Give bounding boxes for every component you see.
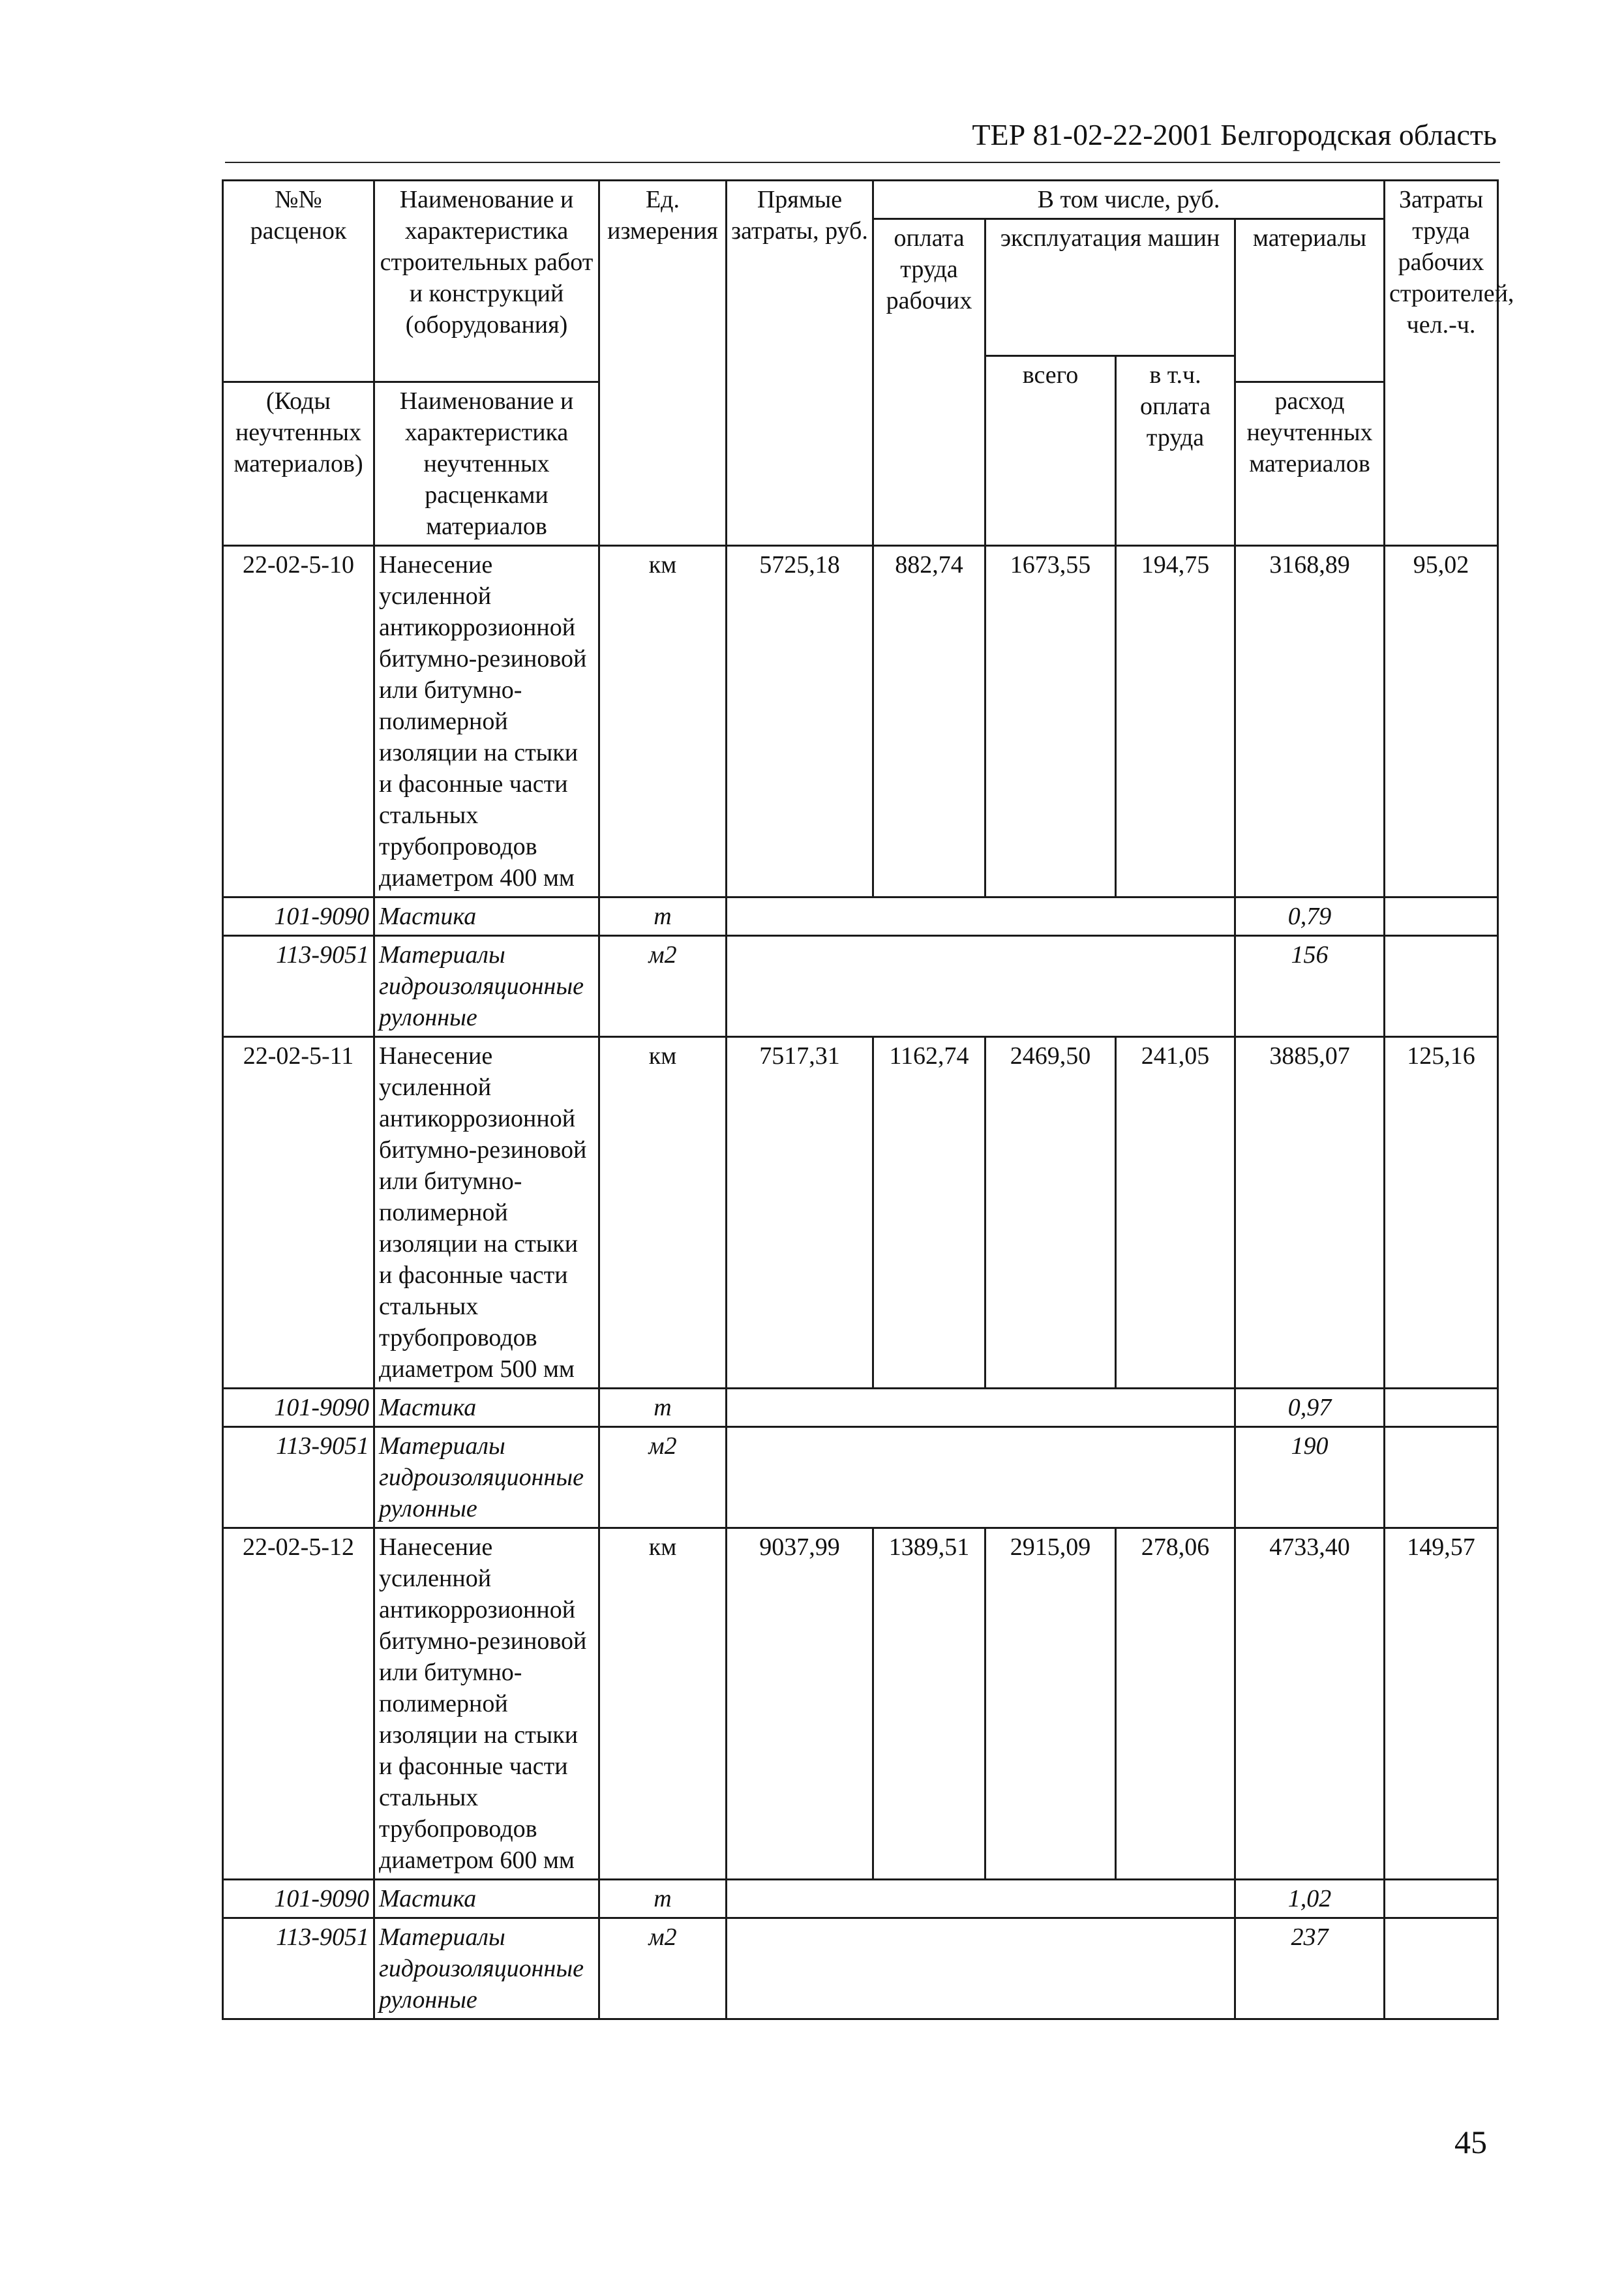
rate-labor-costs: 149,57 <box>1385 1528 1498 1880</box>
material-code: 113-9051 <box>223 1427 374 1528</box>
material-code: 101-9090 <box>223 1389 374 1427</box>
material-row <box>223 1389 1498 1427</box>
material-name: Материалы гидроизоляционные рулонные <box>374 1918 599 2019</box>
page-number: 45 <box>1454 2124 1487 2160</box>
header-materials: материалы <box>1235 219 1385 382</box>
material-blank <box>1385 1880 1498 1918</box>
material-unit: м2 <box>599 1918 727 2019</box>
rate-labor-pay: 1389,51 <box>873 1528 985 1880</box>
material-row <box>223 1880 1498 1918</box>
rate-direct-costs: 7517,31 <box>727 1037 873 1389</box>
material-blank <box>727 897 1235 936</box>
material-qty: 0,79 <box>1235 897 1385 936</box>
rate-machines-pay: 194,75 <box>1116 546 1235 897</box>
material-blank <box>727 1389 1235 1427</box>
material-unit: м2 <box>599 1427 727 1528</box>
header-material-codes: (Коды неучтенных материалов) <box>223 382 374 546</box>
material-qty: 237 <box>1235 1918 1385 2019</box>
material-name: Материалы гидроизоляционные рулонные <box>374 936 599 1037</box>
header-rule <box>225 162 1500 163</box>
material-blank <box>1385 936 1498 1037</box>
material-code: 101-9090 <box>223 1880 374 1918</box>
rate-name: Нанесение усиленной антикоррозионной битумно-резиновой или битумно-полимерной изоляции на стыки и фасонные части стальных трубопроводов диаметром 500 мм <box>374 1037 599 1389</box>
rate-name: Нанесение усиленной антикоррозионной битумно-резиновой или битумно-полимерной изоляции на стыки и фасонные части стальных трубопроводов диаметром 600 мм <box>374 1528 599 1880</box>
rate-materials: 3168,89 <box>1235 546 1385 897</box>
material-blank <box>1385 1427 1498 1528</box>
header-labor-pay: оплата труда рабочих <box>873 219 985 546</box>
header-code: №№ расценок <box>223 181 374 382</box>
material-blank <box>727 936 1235 1037</box>
material-qty: 190 <box>1235 1427 1385 1528</box>
rate-machines-total: 2915,09 <box>985 1528 1116 1880</box>
rate-materials: 3885,07 <box>1235 1037 1385 1389</box>
rate-labor-costs: 95,02 <box>1385 546 1498 897</box>
rate-unit: км <box>599 1528 727 1880</box>
material-blank <box>727 1427 1235 1528</box>
material-unit: м2 <box>599 936 727 1037</box>
header-name: Наименование и характеристика строительных работ и конструкций (оборудования) <box>374 181 599 382</box>
header-labor-costs: Затраты труда рабочих строителей, чел.-ч. <box>1385 181 1498 546</box>
header-direct-costs: Прямые затраты, руб. <box>727 181 873 546</box>
rate-labor-pay: 1162,74 <box>873 1037 985 1389</box>
material-unit: т <box>599 897 727 936</box>
rate-unit: км <box>599 1037 727 1389</box>
rate-unit: км <box>599 546 727 897</box>
material-name: Мастика <box>374 897 599 936</box>
rate-code: 22-02-5-11 <box>223 1037 374 1389</box>
material-name: Материалы гидроизоляционные рулонные <box>374 1427 599 1528</box>
table-body <box>223 546 1498 2019</box>
rate-direct-costs: 5725,18 <box>727 546 873 897</box>
material-code: 113-9051 <box>223 1918 374 2019</box>
material-blank <box>727 1880 1235 1918</box>
material-unit: т <box>599 1880 727 1918</box>
material-unit: т <box>599 1389 727 1427</box>
rates-table <box>222 179 1514 2020</box>
rate-materials: 4733,40 <box>1235 1528 1385 1880</box>
material-qty: 0,97 <box>1235 1389 1385 1427</box>
rate-code: 22-02-5-10 <box>223 546 374 897</box>
header-material-names: Наименование и характеристика неучтенных расценками материалов <box>374 382 599 546</box>
material-row <box>223 1918 1498 2019</box>
material-blank <box>1385 1918 1498 2019</box>
header-unit: Ед. измерения <box>599 181 727 546</box>
table-row <box>223 1528 1498 1880</box>
material-blank <box>1385 1389 1498 1427</box>
document-header-title: ТЕР 81-02-22-2001 Белгородская область <box>972 118 1497 151</box>
rate-name: Нанесение усиленной антикоррозионной битумно-резиновой или битумно-полимерной изоляции на стыки и фасонные части стальных трубопроводов диаметром 400 мм <box>374 546 599 897</box>
material-qty: 1,02 <box>1235 1880 1385 1918</box>
rate-labor-costs: 125,16 <box>1385 1037 1498 1389</box>
table-row <box>223 1037 1498 1389</box>
rate-labor-pay: 882,74 <box>873 546 985 897</box>
rate-machines-pay: 278,06 <box>1116 1528 1235 1880</box>
rate-machines-pay: 241,05 <box>1116 1037 1235 1389</box>
rate-machines-total: 2469,50 <box>985 1037 1116 1389</box>
material-name: Мастика <box>374 1880 599 1918</box>
header-machines-total: всего <box>985 356 1116 546</box>
rate-code: 22-02-5-12 <box>223 1528 374 1880</box>
material-qty: 156 <box>1235 936 1385 1037</box>
header-machines: эксплуатация машин <box>985 219 1235 356</box>
material-row <box>223 897 1498 936</box>
material-code: 113-9051 <box>223 936 374 1037</box>
table-row <box>223 546 1498 897</box>
header-including: В том числе, руб. <box>873 181 1385 219</box>
rate-direct-costs: 9037,99 <box>727 1528 873 1880</box>
material-blank <box>727 1918 1235 2019</box>
material-row <box>223 936 1498 1037</box>
table-header <box>223 181 1514 546</box>
material-code: 101-9090 <box>223 897 374 936</box>
rate-machines-total: 1673,55 <box>985 546 1116 897</box>
material-name: Мастика <box>374 1389 599 1427</box>
header-material-consumption: расход неучтенных материалов <box>1235 382 1385 546</box>
material-row <box>223 1427 1498 1528</box>
header-machines-pay: в т.ч. оплата труда <box>1116 356 1235 546</box>
material-blank <box>1385 897 1498 936</box>
